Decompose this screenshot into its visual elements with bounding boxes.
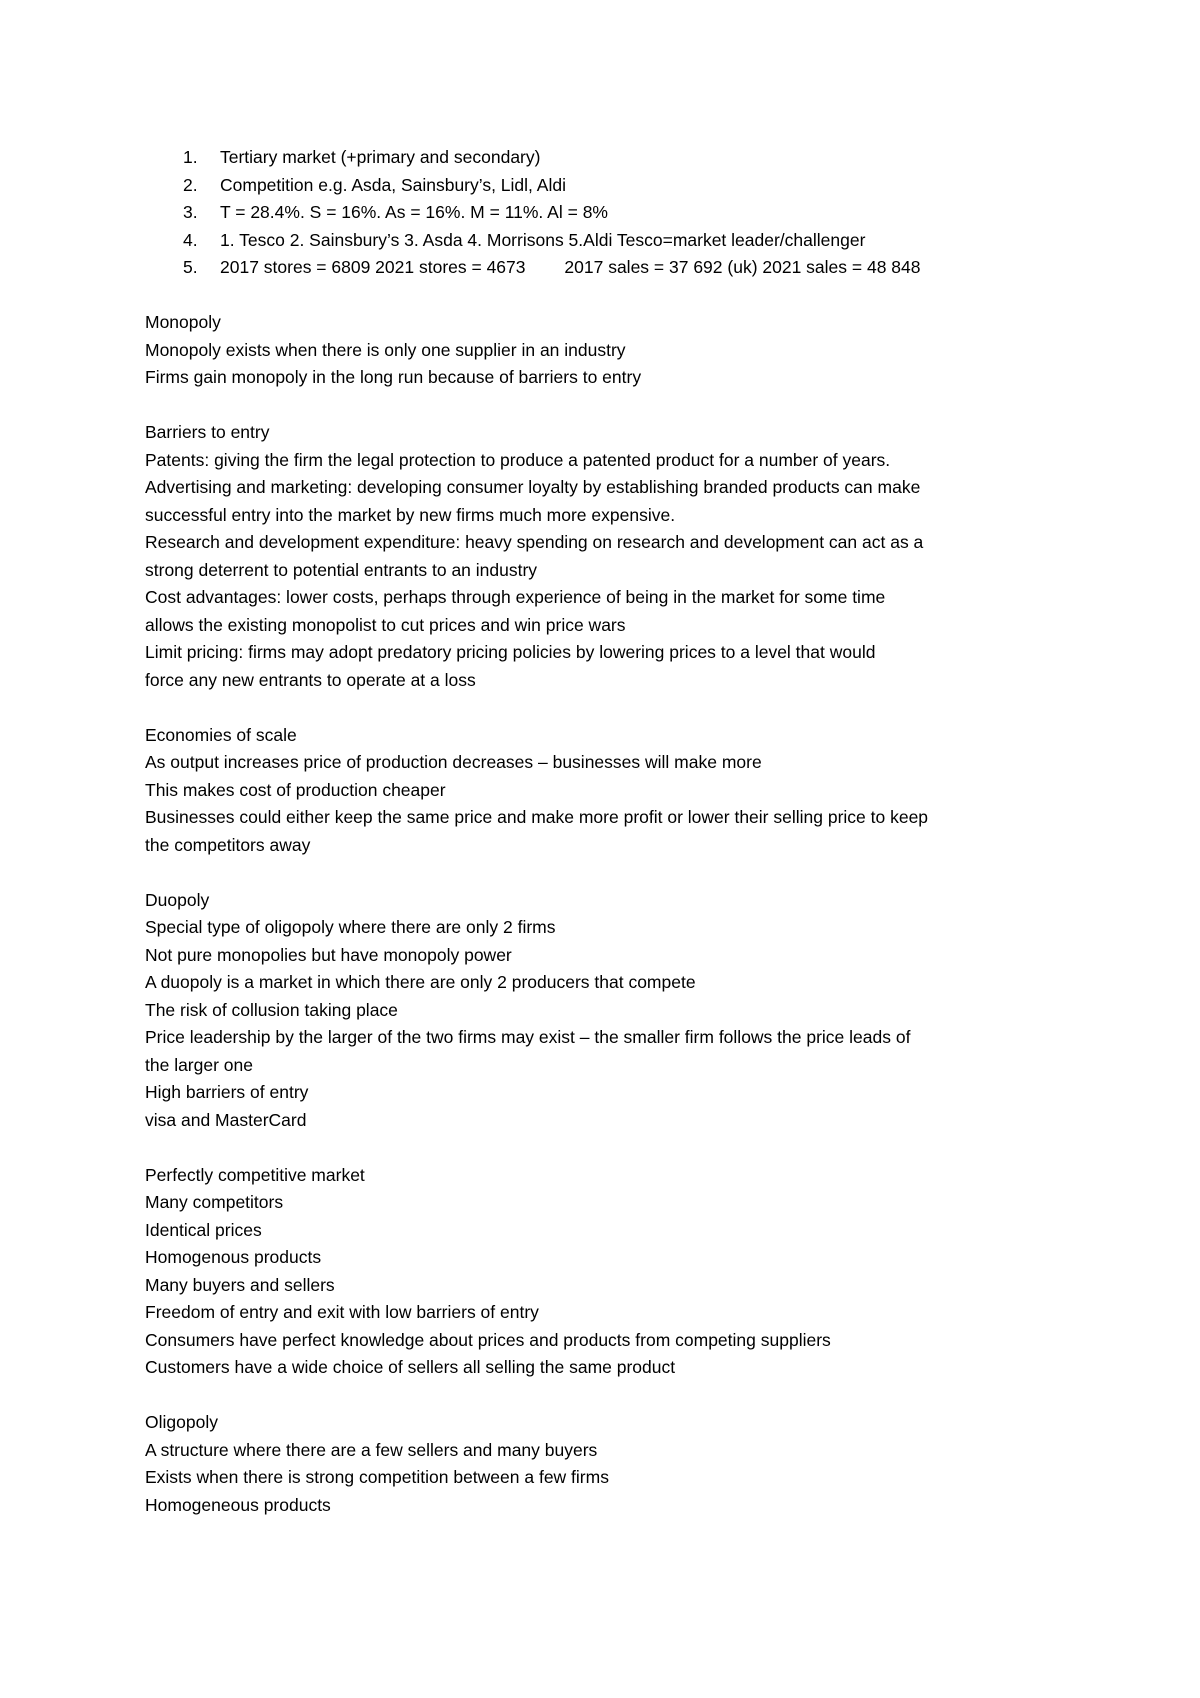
paragraph-line: successful entry into the market by new firms much more expensive. xyxy=(145,504,676,525)
paragraph-line: Homogenous products xyxy=(145,1247,322,1267)
list-number: 1. xyxy=(183,147,198,167)
document-content xyxy=(145,144,1075,1519)
paragraph-line: A structure where there are a few sellers and many buyers xyxy=(145,1439,598,1460)
list-item xyxy=(145,254,1075,282)
paragraph-line: Patents: giving the firm the legal protection to produce a patented product for a number of years. xyxy=(145,449,891,470)
paragraph-line: Homogeneous products xyxy=(145,1494,331,1515)
paragraph-line: allows the existing monopolist to cut prices and win price wars xyxy=(145,614,626,635)
list-text: Tertiary market (+primary and secondary) xyxy=(220,147,541,167)
paragraph-line: Research and development expenditure: heavy spending on research and development can act as a xyxy=(145,532,924,552)
paragraph-line: force any new entrants to operate at a loss xyxy=(145,669,476,690)
paragraph-line: Cost advantages: lower costs, perhaps through experience of being in the market for some time xyxy=(145,587,886,607)
list-text: 2017 stores = 6809 2021 stores = 4673 2017 sales = 37 692 (uk) 2021 sales = 48 848 xyxy=(220,257,921,277)
section-heading: Monopoly xyxy=(145,312,221,332)
paragraph-line: the competitors away xyxy=(145,834,311,855)
section-oligopoly xyxy=(145,1409,1075,1519)
paragraph-line: Freedom of entry and exit with low barriers of entry xyxy=(145,1302,539,1322)
paragraph-line: Consumers have perfect knowledge about prices and products from competing suppliers xyxy=(145,1329,831,1350)
paragraph-line: the larger one xyxy=(145,1054,253,1075)
list-item xyxy=(145,199,1075,227)
section-monopoly xyxy=(145,309,1075,392)
list-number: 5. xyxy=(183,257,198,277)
list-number: 2. xyxy=(183,174,198,195)
list-item xyxy=(145,144,1075,172)
section-heading: Barriers to entry xyxy=(145,422,270,442)
paragraph-line: Exists when there is strong competition between a few firms xyxy=(145,1467,609,1487)
list-text: Competition e.g. Asda, Sainsbury’s, Lidl, Aldi xyxy=(220,174,566,195)
section-barriers-to-entry xyxy=(145,419,1075,694)
section-duopoly xyxy=(145,887,1075,1135)
paragraph-line: Not pure monopolies but have monopoly power xyxy=(145,944,512,965)
paragraph-line: visa and MasterCard xyxy=(145,1109,307,1130)
paragraph-line: Identical prices xyxy=(145,1219,262,1240)
paragraph-line: Limit pricing: firms may adopt predatory pricing policies by lowering prices to a level that would xyxy=(145,642,876,662)
list-item xyxy=(145,172,1075,200)
list-item xyxy=(145,227,1075,255)
numbered-list xyxy=(145,144,1075,282)
list-number: 3. xyxy=(183,202,198,222)
section-perfectly-competitive-market xyxy=(145,1162,1075,1382)
section-heading: Duopoly xyxy=(145,889,210,910)
paragraph-line: Monopoly exists when there is only one supplier in an industry xyxy=(145,339,626,360)
section-heading: Economies of scale xyxy=(145,724,297,745)
paragraph-line: Customers have a wide choice of sellers all selling the same product xyxy=(145,1357,676,1377)
paragraph-line: Many competitors xyxy=(145,1192,284,1212)
list-number: 4. xyxy=(183,229,198,250)
section-economies-of-scale xyxy=(145,722,1075,860)
paragraph-line: As output increases price of production decreases – businesses will make more xyxy=(145,752,762,772)
paragraph-line: Special type of oligopoly where there are only 2 firms xyxy=(145,917,556,937)
section-heading: Perfectly competitive market xyxy=(145,1164,365,1185)
paragraph-line: Price leadership by the larger of the two firms may exist – the smaller firm follows the price leads of xyxy=(145,1027,911,1047)
paragraph-line: Businesses could either keep the same price and make more profit or lower their selling price to keep xyxy=(145,807,929,827)
list-text: 1. Tesco 2. Sainsbury’s 3. Asda 4. Morrisons 5.Aldi Tesco=market leader/challenger xyxy=(220,229,866,250)
list-text: T = 28.4%. S = 16%. As = 16%. M = 11%. Al = 8% xyxy=(220,202,608,222)
paragraph-line: The risk of collusion taking place xyxy=(145,999,398,1020)
paragraph-line: This makes cost of production cheaper xyxy=(145,779,446,800)
paragraph-line: strong deterrent to potential entrants to an industry xyxy=(145,559,538,580)
paragraph-line: Advertising and marketing: developing consumer loyalty by establishing branded products can make xyxy=(145,477,921,497)
paragraph-line: Firms gain monopoly in the long run because of barriers to entry xyxy=(145,367,642,387)
paragraph-line: A duopoly is a market in which there are only 2 producers that compete xyxy=(145,972,696,992)
paragraph-line: Many buyers and sellers xyxy=(145,1274,335,1295)
section-heading: Oligopoly xyxy=(145,1412,218,1432)
paragraph-line: High barriers of entry xyxy=(145,1082,309,1102)
